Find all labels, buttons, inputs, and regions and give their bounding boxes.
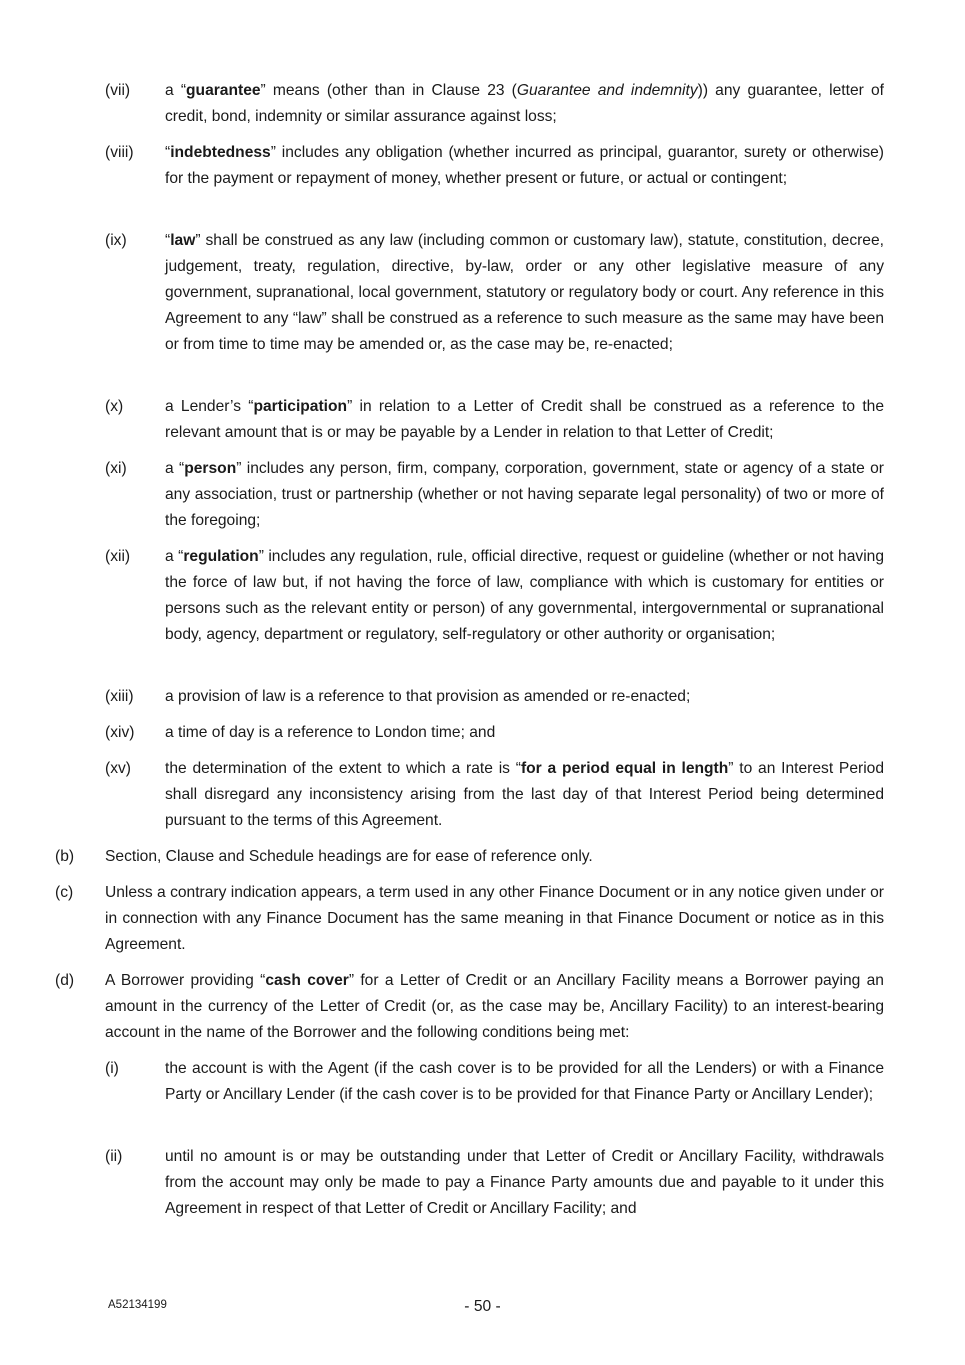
item-text: the determination of the extent to which a rate is “for a period equal in length” to an Interest Period shall disregard any inconsistency arising from the last day of that Interest Period being determined pursuant to the terms of this Agreement. [165, 760, 884, 829]
item-number: (xii) [105, 548, 131, 565]
item-text: a “person” includes any person, firm, company, corporation, government, state or agency of a state or any association, trust or partnership (whether or not having separate legal personality) of two or more of the foregoing; [165, 460, 884, 529]
item-number: (b) [55, 848, 75, 865]
item-text: Section, Clause and Schedule headings are for ease of reference only. [105, 848, 593, 865]
item-number: (xv) [105, 760, 131, 777]
item-number: (ix) [105, 232, 127, 249]
item-number: (i) [105, 1060, 119, 1077]
item-text: Unless a contrary indication appears, a term used in any other Finance Document or in any notice given under or in connection with any Finance Document has the same meaning in that Finance Document or notice as in this Agreement. [105, 884, 884, 953]
document-reference: A52134199 [108, 1299, 167, 1311]
item-text: a Lender’s “participation” in relation to a Letter of Credit shall be construed as a reference to the relevant amount that is or may be payable by a Lender in relation to that Letter of Credit; [165, 398, 884, 441]
item-text: “law” shall be construed as any law (including common or customary law), statute, constitution, decree, judgement, treaty, regulation, directive, by-law, order or any other legislative measure of any government, supranational, local government, statutory or regulatory body or court. Any reference in this Agreement to any “law” shall be construed as a reference to such measure as the same may have been or from time to time may be amended or, as the case may be, re-enacted; [165, 232, 884, 353]
item-text: the account is with the Agent (if the cash cover is to be provided for all the Lenders) or with a Finance Party or Ancillary Lender (if the cash cover is to be provided for that Finance Party or Ancillary Lender); [165, 1060, 884, 1103]
item-number: (c) [55, 884, 74, 901]
item-text: a “regulation” includes any regulation, rule, official directive, request or guideline (whether or not having the force of law but, if not having the force of law, compliance with which is customary for entities or persons such as the relevant entity or person) of any governmental, intergovernmental or supranational body, agency, department or regulatory, self-regulatory or other authority or organisation; [165, 548, 885, 643]
item-text: A Borrower providing “cash cover” for a Letter of Credit or an Ancillary Facility means a Borrower paying an amount in the currency of the Letter of Credit (or, as the case may be, Ancillary Facility) to an interest-bearing account in the name of the Borrower and the following conditions being met: [105, 972, 884, 1041]
item-number: (vii) [105, 82, 131, 99]
item-number: (xiii) [105, 688, 134, 705]
item-number: (xi) [105, 460, 127, 477]
page-number: - 50 - [464, 1298, 501, 1315]
item-text: until no amount is or may be outstanding under that Letter of Credit or Ancillary Facility, withdrawals from the account may only be made to pay a Finance Party amounts due and payable to it under this Agreement in respect of that Letter of Credit or Ancillary Facility; and [165, 1148, 884, 1217]
item-text: a provision of law is a reference to that provision as amended or re-enacted; [165, 688, 691, 705]
item-number: (x) [105, 398, 124, 415]
item-text: a time of day is a reference to London time; and [165, 724, 496, 741]
item-number: (d) [55, 972, 75, 989]
item-number: (ii) [105, 1148, 123, 1165]
item-text: “indebtedness” includes any obligation (whether incurred as principal, guarantor, surety or otherwise) for the payment or repayment of money, whether present or future, or actual or contingent; [165, 144, 884, 187]
item-number: (xiv) [105, 724, 135, 741]
item-text: a “guarantee” means (other than in Clause 23 (Guarantee and indemnity)) any guarantee, letter of credit, bond, indemnity or similar assurance against loss; [165, 82, 884, 125]
item-number: (viii) [105, 144, 134, 161]
